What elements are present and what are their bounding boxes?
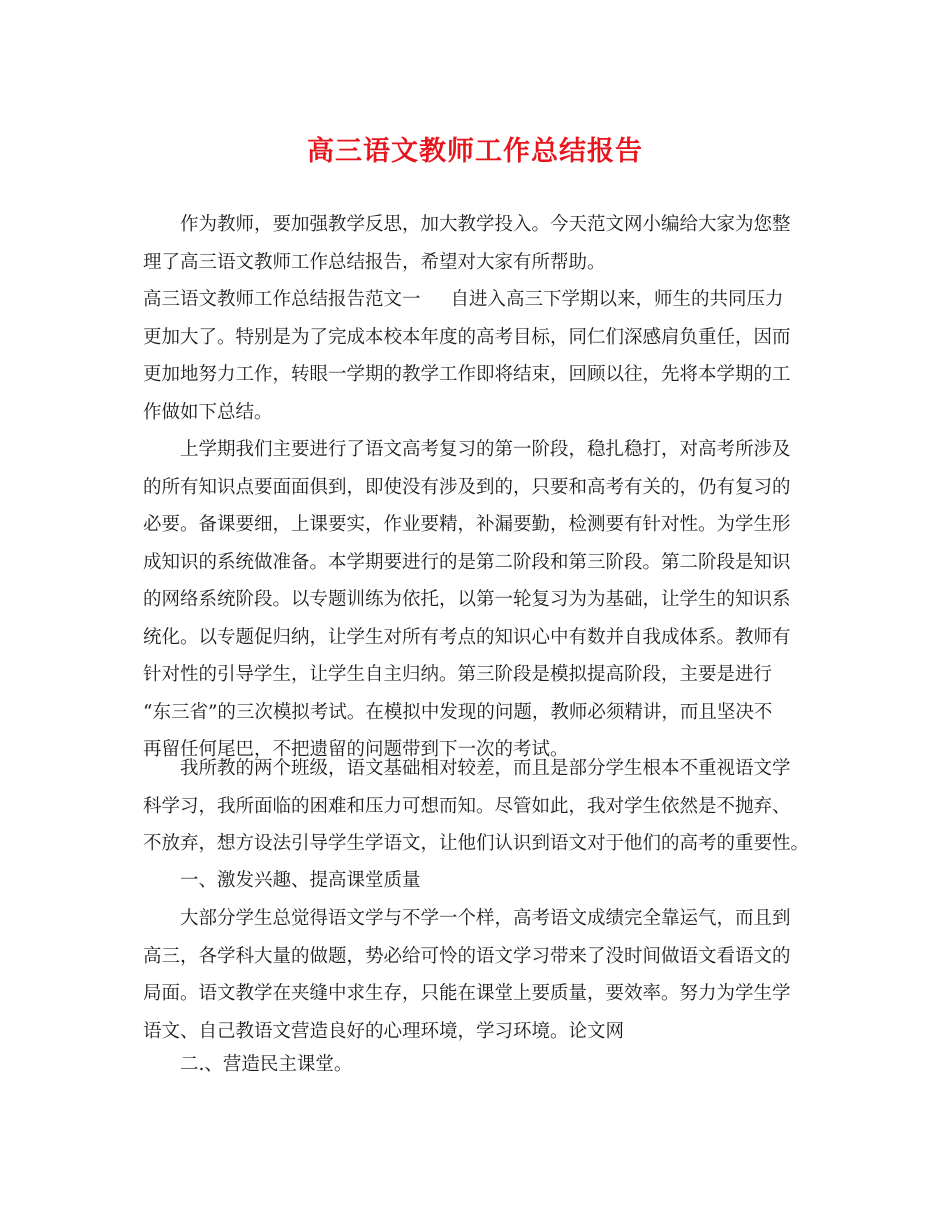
paragraph-line: 上学期我们主要进行了语文高考复习的第一阶段，稳扎稳打，对高考所涉及 <box>180 439 791 460</box>
paragraph-line: 必要。备课要细，上课要实，作业要精，补漏要勤，检测要有针对性。为学生形 <box>143 514 791 535</box>
paragraph-line: 作为教师，要加强教学反思，加大教学投入。今天范文网小编给大家为您整 <box>180 214 791 235</box>
paragraph-line: 二.、营造民主课堂。 <box>180 1054 353 1075</box>
paragraph-line: 不放弃，想方设法引导学生学语文，让他们认识到语文对于他们的高考的重要性。 <box>143 833 810 854</box>
subheading-two <box>143 1046 808 1084</box>
paragraph-line: 成知识的系统做准备。本学期要进行的是第二阶段和第三阶段。第二阶段是知识 <box>143 551 791 573</box>
paragraph-line: 更加地努力工作，转眼一学期的教学工作即将结束，回顾以往，先将本学期的工 <box>143 364 791 385</box>
paragraph-line: 我所教的两个班级，语文基础相对较差，而且是部分学生根本不重视语文学 <box>180 758 791 779</box>
paragraph-line: 高三，各学科大量的做题，势必给可怜的语文学习带来了没时间做语文看语文的 <box>143 945 791 967</box>
section-heading: 高三语文教师工作总结报告范文一 <box>143 289 421 310</box>
section-one-paragraph <box>143 281 808 431</box>
paragraph-line: 理了高三语文教师工作总结报告，希望对大家有所帮助。 <box>143 251 606 273</box>
paragraph-line <box>143 281 808 319</box>
paragraph-line: 再留任何尾巴，不把遗留的问题带到下一次的考试。 <box>143 739 569 760</box>
subheading-one <box>143 862 808 900</box>
paragraph-line: 语文、自己教语文营造良好的心理环境，学习环境。论文网 <box>143 1020 625 1042</box>
intro-paragraph <box>143 206 808 281</box>
paragraph-line: 局面。语文教学在夹缝中求生存，只能在课堂上要质量，要效率。努力为学生学 <box>143 983 791 1004</box>
paragraph-line: 的网络系统阶段。以专题训练为依托，以第一轮复习为为基础，让学生的知识系 <box>143 589 791 610</box>
page-title: 高三语文教师工作总结报告 <box>307 136 643 167</box>
paragraph-line: 作做如下总结。 <box>143 401 273 423</box>
paragraph-line: 统化。以专题促归纳，让学生对所有考点的知识心中有数并自我成体系。教师有 <box>143 626 791 648</box>
paragraph-line: “东三省”的三次模拟考试。在模拟中发现的问题，教师必须精讲，而且坚决不 <box>143 701 773 723</box>
paragraph-line: 大部分学生总觉得语文学与不学一个样，高考语文成绩完全靠运气，而且到 <box>180 908 791 929</box>
paragraph-text: 自进入高三下学期以来，师生的共同压力 <box>450 289 784 310</box>
interest-paragraph <box>143 900 808 1050</box>
class-situation-paragraph <box>143 750 808 863</box>
paragraph-line: 科学习，我所面临的困难和压力可想而知。尽管如此，我对学生依然是不抛弃、 <box>143 795 791 817</box>
paragraph-line: 的所有知识点要面面俱到，即使没有涉及到的，只要和高考有关的，仍有复习的 <box>143 476 791 498</box>
paragraph-line: 一、激发兴趣、提高课堂质量 <box>180 870 421 891</box>
review-stages-paragraph <box>143 431 808 769</box>
paragraph-line: 针对性的引导学生，让学生自主归纳。第三阶段是模拟提高阶段，主要是进行 <box>143 664 773 685</box>
paragraph-line: 更加大了。特别是为了完成本校本年度的高考目标，同仁们深感肩负重任，因而 <box>143 326 791 348</box>
